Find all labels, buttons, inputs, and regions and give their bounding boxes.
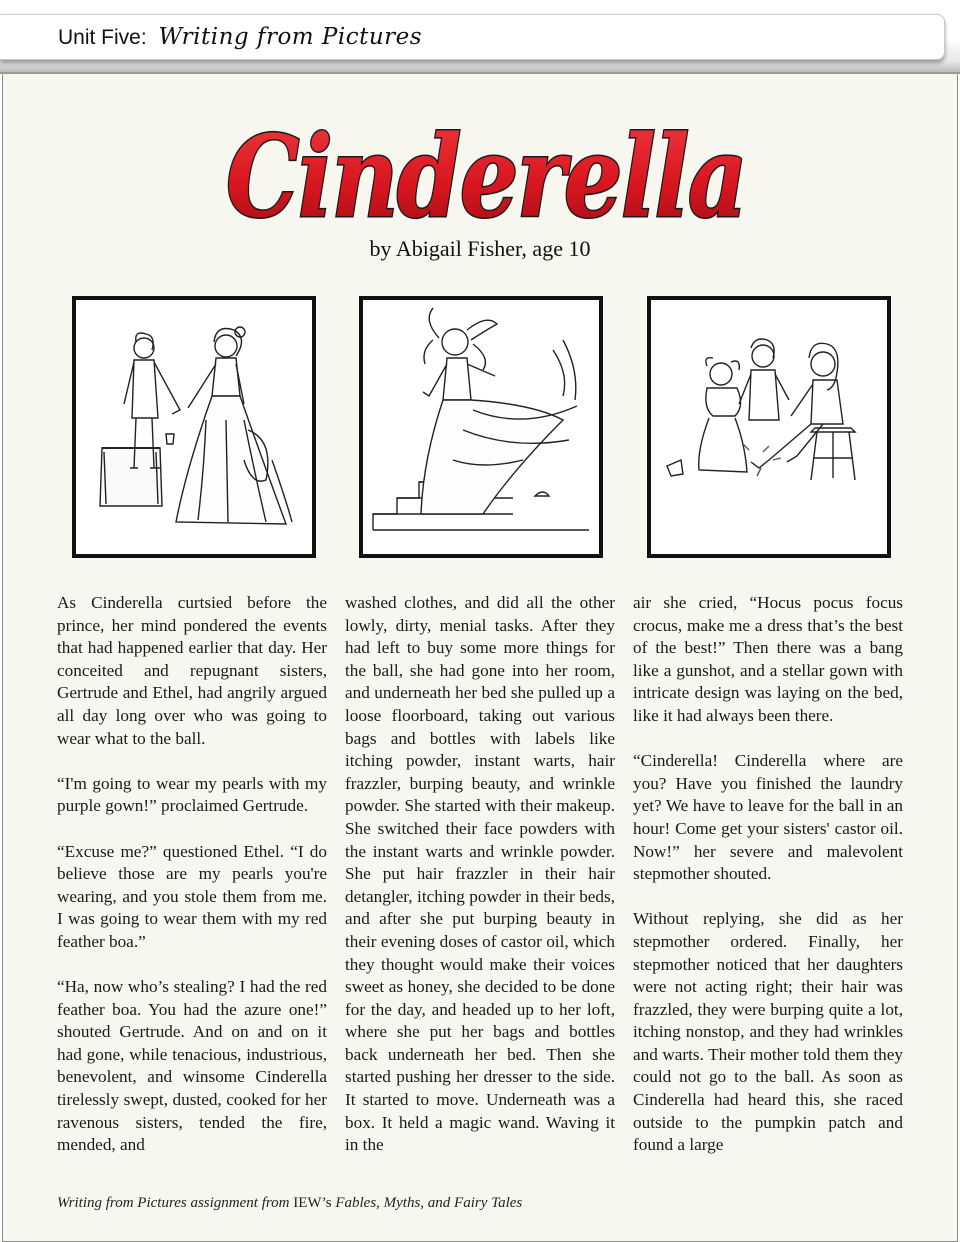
unit-label: Unit Five: [58, 26, 147, 49]
paragraph: “Cinderella! Cinderella where are you? Have you finished the laundry yet? We have to leave for the ball in an hour! Come get your sisters' castor oil. Now!” her severe and malevolent stepmother shouted. [633, 751, 903, 884]
illustration-cinderella-on-stairs [359, 296, 603, 558]
footer-part-2: IEW’s [293, 1195, 332, 1211]
story-title [0, 98, 960, 238]
footer-credit [57, 1195, 522, 1212]
paragraph: “Excuse me?” questioned Ethel. “I do believe those are my pearls you're wearing, and you stole them from me. I was going to wear them with my red feather boa.” [57, 841, 327, 951]
paragraph: “I'm going to wear my pearls with my purple gown!” proclaimed Gertrude. [57, 773, 327, 816]
paragraph: washed clothes, and did all the other lowly, dirty, menial tasks. After they had left to buy some more things for the ball, she had gone into her room, and underneath her bed she pulled up a loose floorboard, taking out various bags and bottles with labels like itching powder, instant warts, hair frazzler, burping beauty, and wrinkle powder. She started with their makeup. She switched their face powders with the instant warts and wrinkle powder. She put hair frazzler in their hair detangler, itching powder in their beds, and after she put burping beauty in their evening doses of castor oil, which they thought would make their voices sweet as honey, she decided to be done for the day, and headed up to her loft, where she put her bags and bottles back underneath her bed. Then she started pushing her dresser to the side. It started to move. Underneath was a box. It held a magic wand. Waving it in the [345, 593, 615, 1155]
story-column-3 [633, 592, 903, 1157]
illustration-prince-and-cinderella [72, 296, 316, 558]
unit-title: Writing from Pictures [158, 24, 423, 50]
illustration-sisters-and-cinderella [647, 296, 891, 558]
story-title-text: Cinderella [226, 112, 746, 238]
illustration-3-drawing [651, 300, 887, 554]
paragraph: Without replying, she did as her stepmother ordered. Finally, her stepmother noticed that her daughters were not acting right; their hair was frazzled, they were burping quite a lot, itching nonstop, and they had wrinkles and warts. Their mother told them they could not go to the ball. As soon as Cinderella had heard this, she raced outside to the pumpkin patch and found a large [633, 909, 903, 1155]
paragraph: “Ha, now who’s stealing? I had the red feather boa. You had the azure one!” shouted Gertrude. And on and on it had gone, while tenacious, industrious, benevolent, and winsome Cinderella tirelessly swept, dusted, cooked for her ravenous sisters, tended the fire, mended, and [57, 977, 327, 1155]
story-byline: by Abigail Fisher, age 10 [369, 236, 591, 261]
unit-header [58, 24, 422, 50]
illustration-1-drawing [76, 300, 312, 554]
paragraph: air she cried, “Hocus pocus focus crocus, make me a dress that’s the best of the best!” Then there was a bang like a gunshot, and a stellar gown with intricate design was laying on the bed, like it had always been there. [633, 593, 903, 725]
story-column-2 [345, 592, 615, 1157]
illustration-2-drawing [363, 300, 599, 554]
paragraph: As Cinderella curtsied before the prince, her mind pondered the events that had happened earlier that day. Her conceited and repugnant sisters, Gertrude and Ethel, had angrily argued all day long over who was going to wear what to the ball. [57, 593, 327, 748]
footer-part-1: Writing from Pictures assignment from [57, 1195, 290, 1211]
footer-part-3: Fables, Myths, and Fairy Tales [335, 1195, 523, 1211]
story-column-1 [57, 592, 327, 1157]
